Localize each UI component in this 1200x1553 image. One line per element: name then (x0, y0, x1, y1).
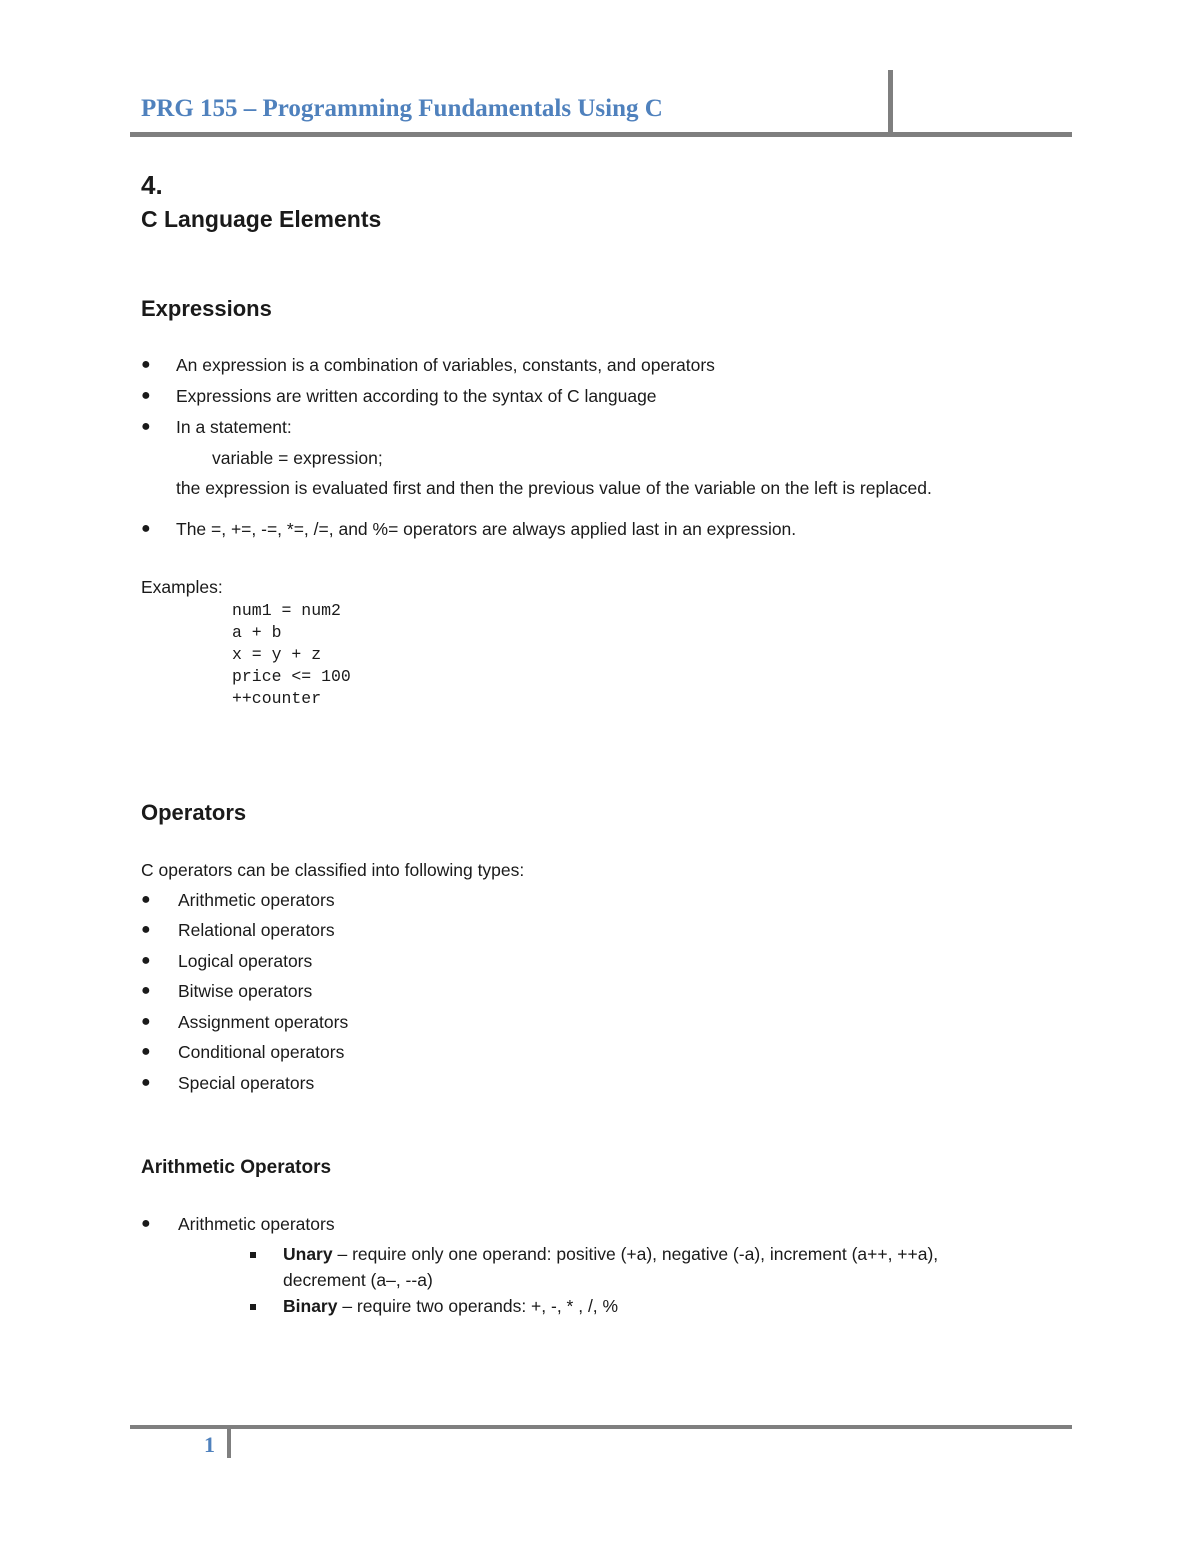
binary-label: Binary (283, 1296, 338, 1316)
bullet-icon: ● (141, 1074, 151, 1091)
list-item: Relational operators (178, 920, 335, 940)
bullet-icon: ● (141, 1215, 151, 1232)
header-divider (130, 132, 1072, 137)
unary-text: – require only one operand: positive (+a), negative (-a), increment (a++, ++a), (332, 1244, 939, 1264)
chapter-title: C Language Elements (141, 206, 382, 232)
examples-label: Examples: (141, 577, 223, 597)
square-bullet-icon (250, 1304, 256, 1310)
binary-description (283, 1296, 618, 1317)
statement-example: variable = expression; (212, 448, 383, 468)
code-line: ++counter (232, 689, 322, 708)
footer-divider-vertical (227, 1428, 231, 1458)
header-divider-vertical (888, 70, 893, 136)
page-number: 1 (204, 1432, 215, 1457)
section-heading-arithmetic: Arithmetic Operators (141, 1157, 332, 1178)
bullet-icon: ● (141, 1043, 151, 1060)
unary-description-continued: decrement (a–, --a) (283, 1270, 433, 1290)
bullet-icon: ● (141, 952, 151, 969)
section-heading-operators: Operators (141, 800, 247, 825)
section-heading-expressions: Expressions (141, 296, 272, 321)
code-line: price <= 100 (232, 667, 351, 686)
bullet-icon: ● (141, 356, 151, 373)
bullet-icon: ● (141, 1013, 151, 1030)
list-item: Logical operators (178, 951, 313, 971)
list-item: Expressions are written according to the syntax of C language (176, 386, 657, 406)
list-item: Conditional operators (178, 1042, 345, 1062)
chapter-number: 4. (141, 170, 163, 200)
operators-intro: C operators can be classified into following types: (141, 860, 525, 880)
bullet-icon: ● (141, 982, 151, 999)
document-header-title: PRG 155 – Programming Fundamentals Using C (141, 95, 663, 122)
list-item: Assignment operators (178, 1012, 349, 1032)
unary-description (283, 1244, 938, 1265)
footer-divider (130, 1425, 1072, 1429)
bullet-icon: ● (141, 520, 151, 537)
list-item: Arithmetic operators (178, 890, 335, 910)
list-item: Special operators (178, 1073, 315, 1093)
code-line: x = y + z (232, 645, 322, 664)
list-item: The =, +=, -=, *=, /=, and %= operators are always applied last in an expression. (176, 519, 797, 539)
bullet-icon: ● (141, 387, 151, 404)
list-item: Arithmetic operators (178, 1214, 335, 1234)
bullet-icon: ● (141, 418, 151, 435)
statement-note: the expression is evaluated first and then the previous value of the variable on the left is replaced. (176, 478, 932, 498)
code-line: a + b (232, 623, 282, 642)
bullet-icon: ● (141, 891, 151, 908)
square-bullet-icon (250, 1252, 256, 1258)
binary-text: – require two operands: +, -, * , /, % (337, 1296, 619, 1316)
list-item: In a statement: (176, 417, 292, 437)
code-line: num1 = num2 (232, 601, 341, 620)
bullet-icon: ● (141, 921, 151, 938)
list-item: An expression is a combination of variables, constants, and operators (176, 355, 715, 375)
list-item: Bitwise operators (178, 981, 313, 1001)
unary-label: Unary (283, 1244, 333, 1264)
